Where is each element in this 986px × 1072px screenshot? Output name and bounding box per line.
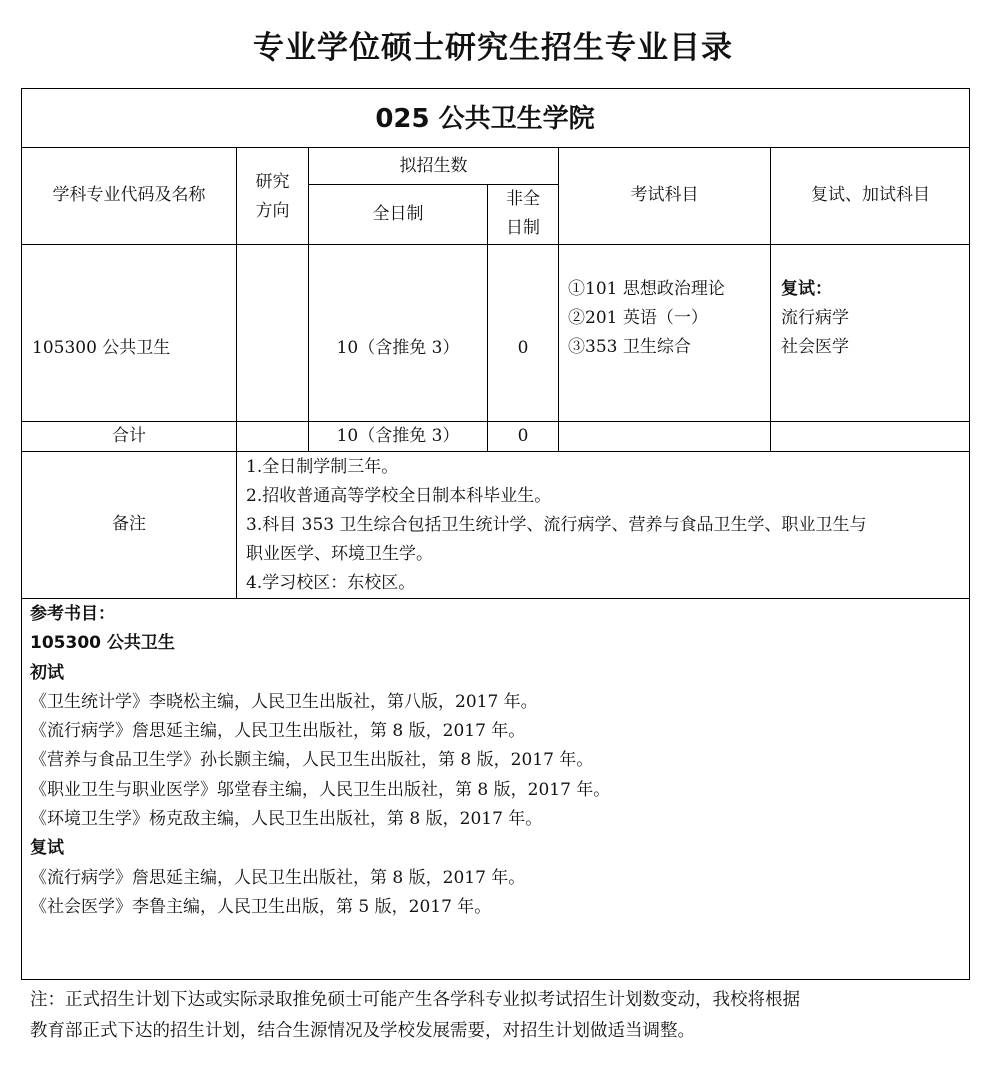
references-major: 105300 公共卫生 bbox=[30, 633, 175, 654]
notes-item: 职业医学、环境卫生学。 bbox=[246, 544, 433, 564]
notes-list bbox=[246, 453, 966, 598]
rule-total-bottom bbox=[21, 451, 970, 452]
row-major: 105300 公共卫生 bbox=[32, 338, 171, 358]
footnote bbox=[30, 985, 960, 1047]
header-major: 学科专业代码及名称 bbox=[52, 185, 206, 205]
rule-header-bottom bbox=[21, 244, 970, 245]
reference-book: 《职业卫生与职业医学》邬堂春主编，人民卫生出版社，第 8 版，2017 年。 bbox=[30, 779, 611, 800]
exam-subject: ③353 卫生综合 bbox=[568, 337, 691, 357]
retest-subject: 流行病学 bbox=[781, 308, 849, 328]
row-fulltime: 10（含推免 3） bbox=[336, 338, 460, 358]
retest-subject: 社会医学 bbox=[781, 337, 849, 357]
reference-book: 《流行病学》詹思延主编，人民卫生出版社，第 8 版，2017 年。 bbox=[30, 867, 526, 888]
row-retest bbox=[781, 275, 966, 362]
reference-book: 《社会医学》李鲁主编，人民卫生出版，第 5 版，2017 年。 bbox=[30, 896, 492, 917]
total-parttime: 0 bbox=[517, 426, 529, 446]
footnote-line: 教育部正式下达的招生计划，结合生源情况及学校发展需要，对招生计划做适当调整。 bbox=[30, 1021, 695, 1041]
header-retest-subjects: 复试、加试科目 bbox=[811, 185, 930, 205]
header-fulltime: 全日制 bbox=[372, 204, 424, 224]
rule-notes-bottom bbox=[21, 598, 970, 599]
total-fulltime: 10（含推免 3） bbox=[336, 426, 460, 446]
rule-college-bottom bbox=[21, 147, 970, 148]
page-title: 专业学位硕士研究生招生专业目录 bbox=[253, 30, 733, 66]
notes-item: 4.学习校区：东校区。 bbox=[246, 573, 416, 593]
notes-item: 1.全日制学制三年。 bbox=[246, 457, 399, 477]
notes-item: 2.招收普通高等学校全日制本科毕业生。 bbox=[246, 486, 552, 506]
references-initial-label: 初试 bbox=[30, 662, 64, 683]
total-label: 合计 bbox=[112, 426, 146, 446]
header-exam-subjects: 考试科目 bbox=[630, 185, 699, 205]
header-direction-line2: 方向 bbox=[255, 201, 290, 221]
reference-book: 《环境卫生学》杨克敌主编，人民卫生出版社，第 8 版，2017 年。 bbox=[30, 809, 543, 830]
header-direction-line1: 研究 bbox=[255, 172, 290, 192]
exam-subject: ②201 英语（一） bbox=[568, 308, 708, 328]
header-parttime-line1: 非全 bbox=[506, 189, 540, 209]
college-heading: 025 公共卫生学院 bbox=[375, 104, 595, 134]
footnote-line: 注：正式招生计划下达或实际录取推免硕士可能产生各学科专业拟考试招生计划数变动，我校将根据 bbox=[30, 990, 800, 1010]
row-parttime: 0 bbox=[517, 338, 529, 358]
reference-book: 《营养与食品卫生学》孙长颢主编，人民卫生出版社，第 8 版，2017 年。 bbox=[30, 750, 594, 771]
rule-notes-divider bbox=[236, 451, 237, 599]
notes-label: 备注 bbox=[112, 514, 146, 534]
reference-book: 《卫生统计学》李晓松主编，人民卫生出版社，第八版，2017 年。 bbox=[30, 691, 538, 712]
references-section bbox=[30, 600, 610, 922]
rule-col2 bbox=[308, 147, 309, 452]
header-parttime-line2: 日制 bbox=[506, 218, 540, 238]
retest-label: 复试： bbox=[781, 279, 832, 299]
references-heading: 参考书目： bbox=[30, 604, 115, 624]
references-retest-label: 复试 bbox=[30, 838, 64, 859]
reference-book: 《流行病学》詹思延主编，人民卫生出版社，第 8 版，2017 年。 bbox=[30, 721, 526, 742]
exam-subject: ①101 思想政治理论 bbox=[568, 279, 725, 299]
notes-item: 3.科目 353 卫生综合包括卫生统计学、流行病学、营养与食品卫生学、职业卫生与 bbox=[246, 515, 867, 535]
header-enrollment: 拟招生数 bbox=[399, 156, 468, 176]
row-exams bbox=[568, 275, 768, 362]
